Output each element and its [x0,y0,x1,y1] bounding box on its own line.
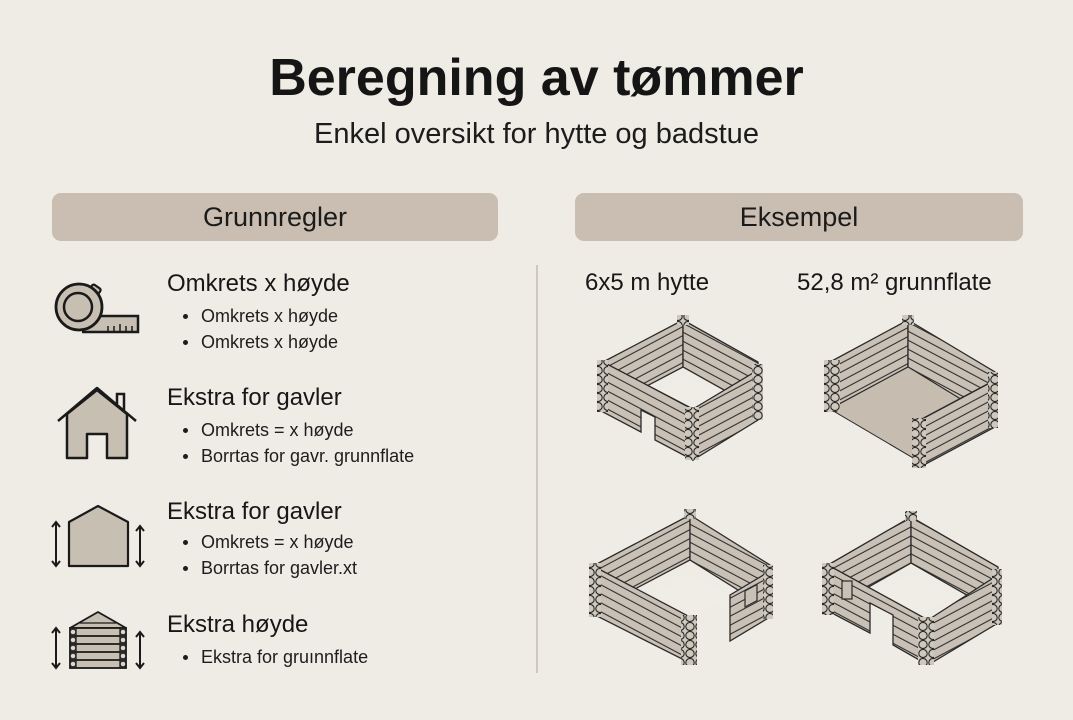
log-cabin-with-window-icon [585,505,775,670]
rule-heading: Omkrets x høyde [167,270,350,297]
section-header-label: Eksempel [739,201,859,232]
rule-bullets [167,303,338,355]
gable-height-icon [50,504,148,575]
tape-measure-icon [52,280,142,341]
rule-item [0,380,520,480]
bullet-item: Omkrets x høyde [167,303,338,329]
rule-bullets [167,644,368,670]
rule-bullets [167,529,357,581]
example-label-area: 52,8 m² grunnflate [797,269,992,296]
bullet-item: Omkrets x høyde [167,329,338,355]
bullet-item: Borrtas for gavr. grunnflate [167,443,414,469]
rule-heading: Ekstra for gavler [167,498,342,525]
page-subtitle: Enkel oversikt for hytte og badstue [314,118,759,150]
page-title: Beregning av tømmer [269,49,804,107]
rule-bullets [167,417,414,469]
example-label-dimensions: 6x5 m hytte [585,269,710,296]
house-icon [57,384,139,467]
log-cabin-with-door-icon [593,312,768,472]
log-wall-height-icon [50,606,148,677]
rule-item [0,604,520,684]
bullet-item: Omkrets = x høyde [167,529,357,555]
rule-heading: Ekstra for gavler [167,384,342,411]
rule-item [0,494,520,594]
rule-heading: Ekstra høyde [167,611,309,638]
bullet-item: Ekstra for gruınnflate [167,644,368,670]
rule-item [0,265,520,365]
section-header-grunnregler [52,193,498,241]
bullet-item: Borrtas for gavler.xt [167,555,357,581]
column-divider [536,265,538,673]
section-header-eksempel [575,193,1023,241]
log-cabin-with-door-window-icon [818,505,1003,670]
section-header-label: Grunnregler [202,201,348,232]
bullet-item: Omkrets = x høyde [167,417,414,443]
log-cabin-with-floor-icon [820,312,1000,477]
